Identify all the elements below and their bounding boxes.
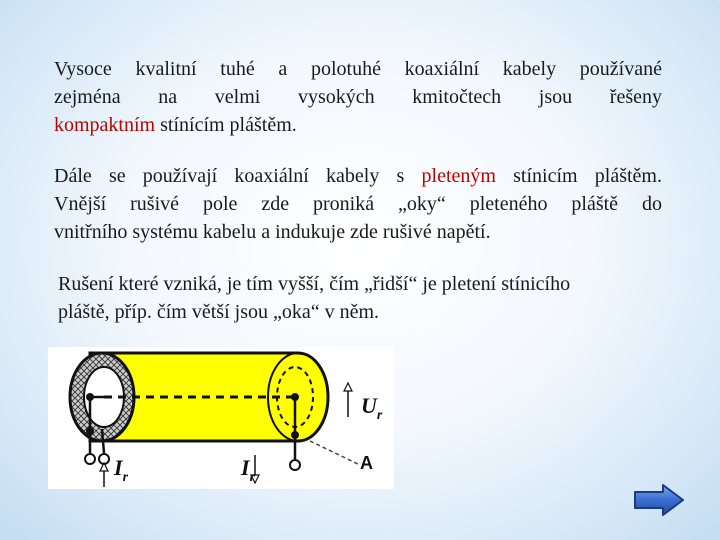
paragraph-braided-shield xyxy=(54,162,662,246)
paragraph1-line3 xyxy=(54,111,662,139)
paragraph3-line1: Rušení které vzniká, je tím vyšší, čím „řidší“ je pletení stínicího xyxy=(58,273,571,295)
paragraph1-line3-rest: stínícím pláštěm. xyxy=(155,114,297,136)
left-node-shield xyxy=(86,427,94,435)
coax-cable-svg xyxy=(48,347,394,489)
paragraph2-line1-end: stínicím pláštěm. xyxy=(495,165,662,187)
paragraph1-line1: Vysoce kvalitní tuhé a polotuhé koaxiální kabely používané xyxy=(54,58,662,80)
leader-line-a xyxy=(310,441,360,465)
paragraph2-line1 xyxy=(54,162,662,190)
label-ir-right: $I_r$ xyxy=(241,455,256,485)
paragraph-interference xyxy=(58,270,678,326)
highlight-pletenym: pleteným xyxy=(421,165,496,187)
paragraph2-line1-start: Dále se používají koaxiální kabely s xyxy=(54,165,422,187)
highlight-kompaktnim: kompaktním xyxy=(54,114,156,136)
voltage-arrow xyxy=(344,383,352,391)
coax-cable-diagram xyxy=(48,347,394,489)
right-terminal xyxy=(290,460,300,470)
next-slide-button[interactable] xyxy=(633,483,685,517)
right-arrow-icon xyxy=(633,483,685,517)
label-ir-left: $I_r$ xyxy=(114,455,129,485)
label-a: A xyxy=(360,453,373,473)
paragraph-cable-types xyxy=(54,55,662,139)
paragraph2-line2: Vnější rušivé pole zde proniká „oky“ pleteného pláště do xyxy=(54,193,662,215)
paragraph3-line2: pláště, příp. čím větší jsou „oka“ v něm. xyxy=(58,301,380,323)
left-terminal-1 xyxy=(85,454,95,464)
right-node-shield xyxy=(291,431,299,439)
paragraph2-line3: vnitřního systému kabelu a indukuje zde rušivé napětí. xyxy=(54,221,491,243)
paragraph1-line2: zejména na velmi vysokých kmitočtech jsou řešeny xyxy=(54,86,662,108)
label-ur: $U_r$ xyxy=(361,393,383,423)
left-node-top xyxy=(86,393,94,401)
